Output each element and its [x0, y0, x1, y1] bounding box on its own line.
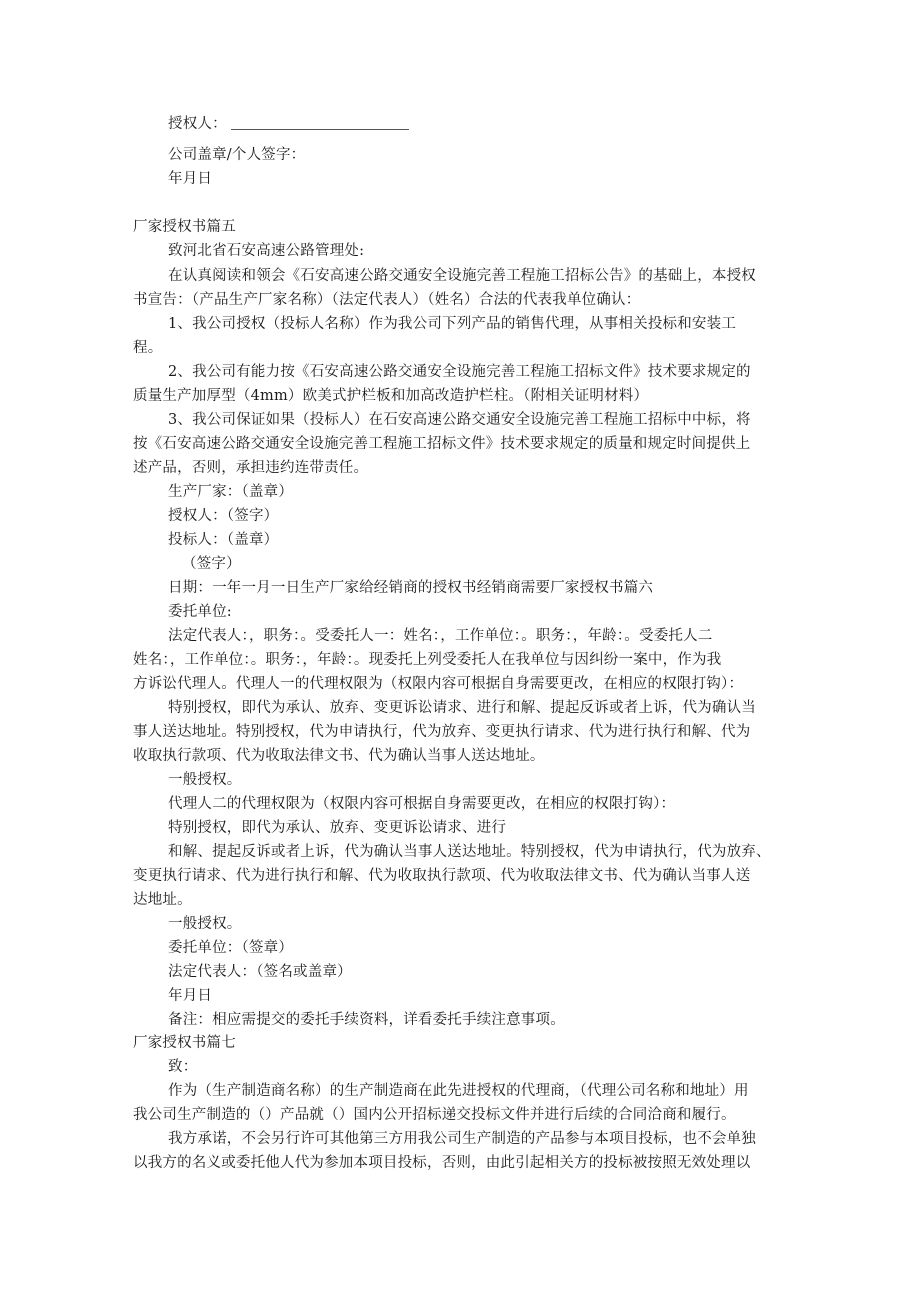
body-line: 一般授权。	[168, 772, 242, 788]
addressee-line: 致：	[168, 1059, 198, 1075]
date-label: 年月日	[168, 171, 213, 187]
body-line: 特别授权，即代为承认、放弃、变更诉讼请求、进行	[168, 820, 507, 836]
body-line: 收取执行款项、代为收取法律文书、代为确认当事人送达地址。	[133, 748, 545, 764]
authorizer-signature-line	[168, 114, 409, 134]
body-line: 按《石安高速公路交通安全设施完善工程施工招标文件》技术要求规定的质量和规定时间提供上	[133, 436, 751, 452]
signature-blank	[231, 115, 409, 130]
body-line: 质量生产加厚型（4mm）欧美式护栏板和加高改造护栏柱。（附相关证明材料）	[133, 388, 649, 404]
section-heading-7: 厂家授权书篇七	[133, 1035, 236, 1051]
date-and-heading-6-line: 日期：一年一月一日生产厂家给经销商的授权书经销商需要厂家授权书篇六	[168, 580, 654, 596]
remark-line: 备注：相应需提交的委托手续资料，详看委托手续注意事项。	[168, 1012, 565, 1028]
body-line: 述产品，否则，承担违约连带责任。	[133, 460, 369, 476]
authorizer-label: 授权人：	[168, 116, 227, 132]
stamp-label: 公司盖章/个人签字：	[168, 147, 306, 163]
body-line: 法定代表人：，职务：。受委托人一：姓名：，工作单位：。职务：，年龄：。受委托人二	[168, 628, 713, 644]
legal-rep-sign-line: 法定代表人：（签名或盖章）	[168, 964, 352, 980]
body-line: 方诉讼代理人。代理人一的代理权限为（权限内容可根据自身需要更改，在相应的权限打钩）：	[133, 676, 744, 692]
section-heading-5: 厂家授权书篇五	[133, 219, 236, 235]
body-line: 在认真阅读和领会《石安高速公路交通安全设施完善工程施工招标公告》的基础上，本授权	[168, 268, 756, 284]
date-line: 年月日	[168, 988, 213, 1004]
body-line: 达地址。	[133, 892, 192, 908]
authorizer-sign-line: 授权人：（签字）	[168, 508, 279, 524]
body-line: 我方承诺，不会另行许可其他第三方用我公司生产制造的产品参与本项目投标，也不会单独	[168, 1131, 756, 1147]
client-stamp-line: 委托单位：（签章）	[168, 940, 294, 956]
client-unit-line: 委托单位:	[168, 604, 232, 620]
body-line: 变更执行请求、代为进行执行和解、代为收取执行款项、代为收取法律文书、代为确认当事人送	[133, 868, 751, 884]
addressee-line: 致河北省石安高速公路管理处:	[168, 243, 365, 259]
body-line: 一般授权。	[168, 916, 242, 932]
body-line: 2、我公司有能力按《石安高速公路交通安全设施完善工程施工招标文件》技术要求规定的	[168, 364, 751, 380]
sign-line: （签字）	[182, 556, 241, 572]
body-line: 以我方的名义或委托他人代为参加本项目投标，否则，由此引起相关方的投标被按照无效处理以	[133, 1155, 751, 1171]
body-line: 和解、提起反诉或者上诉，代为确认当事人送达地址。特别授权，代为申请执行，代为放弃、	[168, 844, 771, 860]
body-line: 1、我公司授权（投标人名称）作为我公司下列产品的销售代理，从事相关投标和安装工	[168, 316, 737, 332]
manufacturer-stamp-line: 生产厂家：（盖章）	[168, 484, 294, 500]
body-line: 程。	[133, 340, 163, 356]
body-line: 特别授权，即代为承认、放弃、变更诉讼请求、进行和解、提起反诉或者上诉，代为确认当	[168, 700, 756, 716]
body-line: 代理人二的代理权限为（权限内容可根据自身需要更改，在相应的权限打钩）：	[168, 796, 676, 812]
body-line: 姓名：，工作单位：。职务：，年龄：。现委托上列受委托人在我单位与因纠纷一案中，作为我	[133, 652, 722, 668]
body-line: 事人送达地址。特别授权，代为申请执行，代为放弃、变更执行请求、代为进行执行和解、代为	[133, 724, 751, 740]
body-line: 书宣告：（产品生产厂家名称）（法定代表人）（姓名）合法的代表我单位确认：	[133, 292, 641, 308]
bidder-stamp-line: 投标人：（盖章）	[168, 532, 279, 548]
body-line: 3、我公司保证如果（投标人）在石安高速公路交通安全设施完善工程施工招标中中标，将	[168, 412, 751, 428]
body-line: 我公司生产制造的（）产品就（）国内公开招标递交投标文件并进行后续的合同洽商和履行。	[133, 1107, 736, 1123]
body-line: 作为（生产制造商名称）的生产制造商在此先进授权的代理商，（代理公司名称和地址）用	[168, 1083, 749, 1099]
